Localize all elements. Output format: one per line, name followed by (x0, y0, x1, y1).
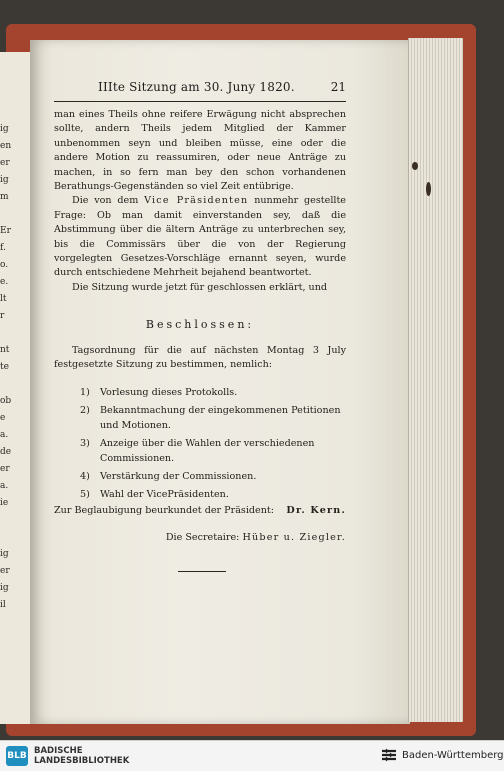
page-number: 21 (330, 80, 346, 94)
ink-stain (426, 182, 431, 196)
library-name-line1: BADISCHE (34, 746, 83, 756)
agenda-item (80, 488, 346, 502)
secretaries-names: Hüber u. Ziegler. (242, 532, 346, 543)
left-page-fragment: lt (0, 294, 7, 304)
left-page-fragment: f. (0, 243, 6, 253)
agenda-intro: Tagsordnung für die auf nächsten Montag 3 July festgesetzte Sitzung zu bestimmen, nemlich: (54, 345, 346, 371)
agenda-list (80, 386, 346, 507)
president-name: Dr. Kern. (286, 505, 346, 516)
agenda-text: Wahl der VicePräsidenten. (100, 489, 229, 501)
resolution-heading: Beschlossen: (145, 318, 255, 331)
running-head: IIIte Sitzung am 30. Juny 1820. (98, 80, 295, 94)
agenda-text: Anzeige über die Wahlen der verschiedenen Commissionen. (100, 438, 315, 464)
left-page-fragment: ig (0, 175, 9, 185)
left-page-fragment: m (0, 192, 9, 202)
left-page-fragment: ob (0, 396, 12, 406)
left-page-fragment: te (0, 362, 9, 372)
state-label[interactable]: Baden-Württemberg (402, 750, 504, 761)
secretaries-label: Die Secretaire: (165, 532, 240, 543)
certification-text: Zur Beglaubigung beurkundet der Präsident: (54, 505, 274, 516)
agenda-text: Bekanntmachung der eingekommenen Petitionen und Motionen. (100, 405, 341, 431)
left-page-fragment: ig (0, 549, 9, 559)
left-page-fragment: er (0, 158, 10, 168)
left-page-fragment: ig (0, 583, 9, 593)
left-page-fragment: nt (0, 345, 10, 355)
secretaries-line (54, 532, 346, 543)
coat-of-arms-icon (380, 747, 398, 765)
left-page-fragment: il (0, 600, 6, 610)
agenda-number: 2) (80, 405, 90, 417)
agenda-number: 1) (80, 387, 90, 398)
paragraph-3: Die Sitzung wurde jetzt für geschlossen erklärt, und (72, 281, 328, 293)
agenda-text: Vorlesung dieses Protokolls. (100, 387, 238, 398)
agenda-text: Verstärkung der Commissionen. (100, 471, 257, 483)
left-page-fragment: o. (0, 260, 9, 270)
left-page-fragment: a. (0, 481, 9, 491)
vice-president-term: Vice Präsidenten (144, 195, 249, 207)
left-page-fragment: ig (0, 124, 9, 134)
left-page-fragment: Er (0, 226, 11, 236)
agenda-number: 5) (80, 489, 90, 501)
body-text (54, 108, 346, 295)
agenda-item (80, 404, 346, 433)
left-page-fragment: a. (0, 430, 9, 440)
agenda-number: 3) (80, 438, 90, 450)
left-page-fragment: er (0, 566, 10, 576)
paragraph-2-start: Die von dem (72, 195, 139, 207)
paragraph-1: man eines Theils ohne reifere Erwägung nicht absprechen sollte, andern Theils jedem Mitglied der Kammer unbenommen seyn und bleiben müsse, eine oder die andere Motion zu reassumiren, oder neue Anträge zu machen, in so fern man bey den schon vorhandenen Berathungs-Gegenständen so viel Zeit entübrige. (54, 109, 346, 193)
page-edges (408, 38, 463, 722)
left-page-fragment: en (0, 141, 12, 151)
library-name-line2: LANDESBIBLIOTHEK (34, 756, 130, 766)
left-page-fragment: de (0, 447, 12, 457)
agenda-item (80, 437, 346, 466)
certification-line (54, 505, 346, 516)
paragraph-2 (54, 194, 346, 280)
left-page-fragment: e. (0, 277, 9, 287)
library-name[interactable] (34, 746, 129, 766)
left-page-fragment: er (0, 464, 10, 474)
page-header (54, 80, 346, 100)
closing-rule (178, 571, 226, 572)
footer-bar (0, 740, 504, 771)
left-page-fragment: r (0, 311, 5, 321)
paragraph-2-rest: nunmehr gestellte Frage: Ob man damit einverstanden sey, daß die Abstimmung über die ältern Anträge zu unterbrechen sey, bis die Commissärs über die von der Regierung vorgelegten Gesetzes-Vorschläge ernannt seyen, wurde durch entschiedene Mehrheit bejahend beantwortet. (54, 195, 346, 279)
agenda-number: 4) (80, 471, 90, 483)
agenda-item (80, 470, 346, 484)
agenda-item (80, 386, 346, 400)
header-rule (54, 101, 346, 102)
ink-stain (412, 162, 418, 170)
blb-logo[interactable]: BLB (6, 746, 28, 766)
left-page-fragment: e (0, 413, 6, 423)
left-page-fragment: ie (0, 498, 9, 508)
